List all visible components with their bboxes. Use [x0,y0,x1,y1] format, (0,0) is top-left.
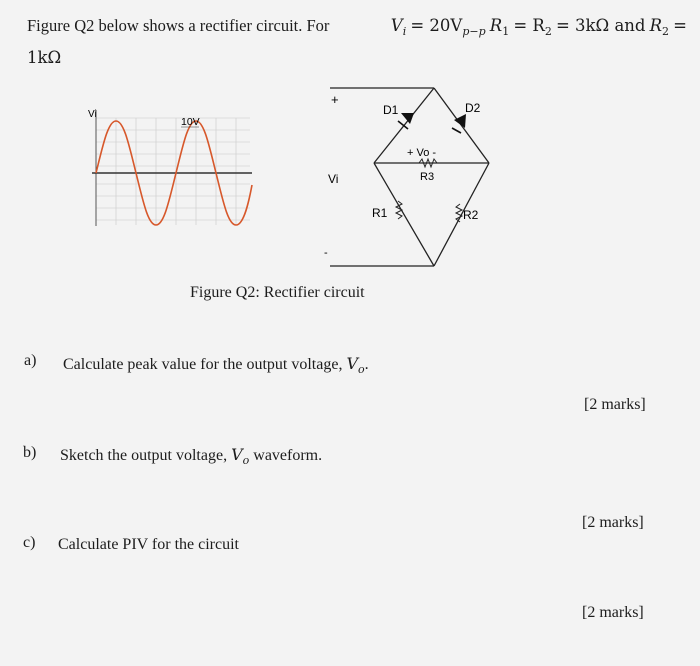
question-a-marks: [2 marks] [584,396,646,413]
question-a-label: a) [24,352,37,369]
figure-caption: Figure Q2: Rectifier circuit [190,284,365,301]
vi-equation: $V_i = 20V_{p-p}$ $R_1 = R_2 = 3k\Omega$ and $R_2$ = [390,16,687,38]
resistor-r2-label: R2 [463,208,479,222]
circuit-vi-label: Vi [328,172,339,186]
output-vo-label: + Vo - [407,147,437,159]
intro-text: Figure Q2 below shows a rectifier circuit. For [27,16,330,35]
resistor-r3-label: R3 [420,171,435,183]
diode-d1-label: D1 [383,103,399,117]
question-c-label: c) [23,534,36,551]
waveform-grid [96,118,250,225]
resistor-r1 [396,201,402,219]
figure-q2 [0,0,700,300]
waveform-vi-label: Vi [88,109,97,120]
question-c-marks: [2 marks] [582,604,644,621]
diode-d1 [398,113,414,129]
question-b-marks: [2 marks] [582,514,644,531]
question-b-label: b) [23,444,37,461]
input-plus-terminal: + [331,92,339,107]
waveform-amplitude-label: 10V [181,116,200,128]
question-a-text: Calculate peak value for the output voltage, $V_o$. [63,354,369,376]
question-b-text: Sketch the output voltage, $V_o$ waveform. [60,445,323,467]
diode-d2-label: D2 [465,101,481,115]
resistor-r1-label: R1 [372,206,388,220]
figure-drawing [0,0,700,300]
input-minus-terminal: - [324,247,328,259]
diode-d2 [452,114,466,133]
problem-line-2: 1kΩ [27,47,62,67]
question-c-text: Calculate PIV for the circuit [58,536,239,553]
